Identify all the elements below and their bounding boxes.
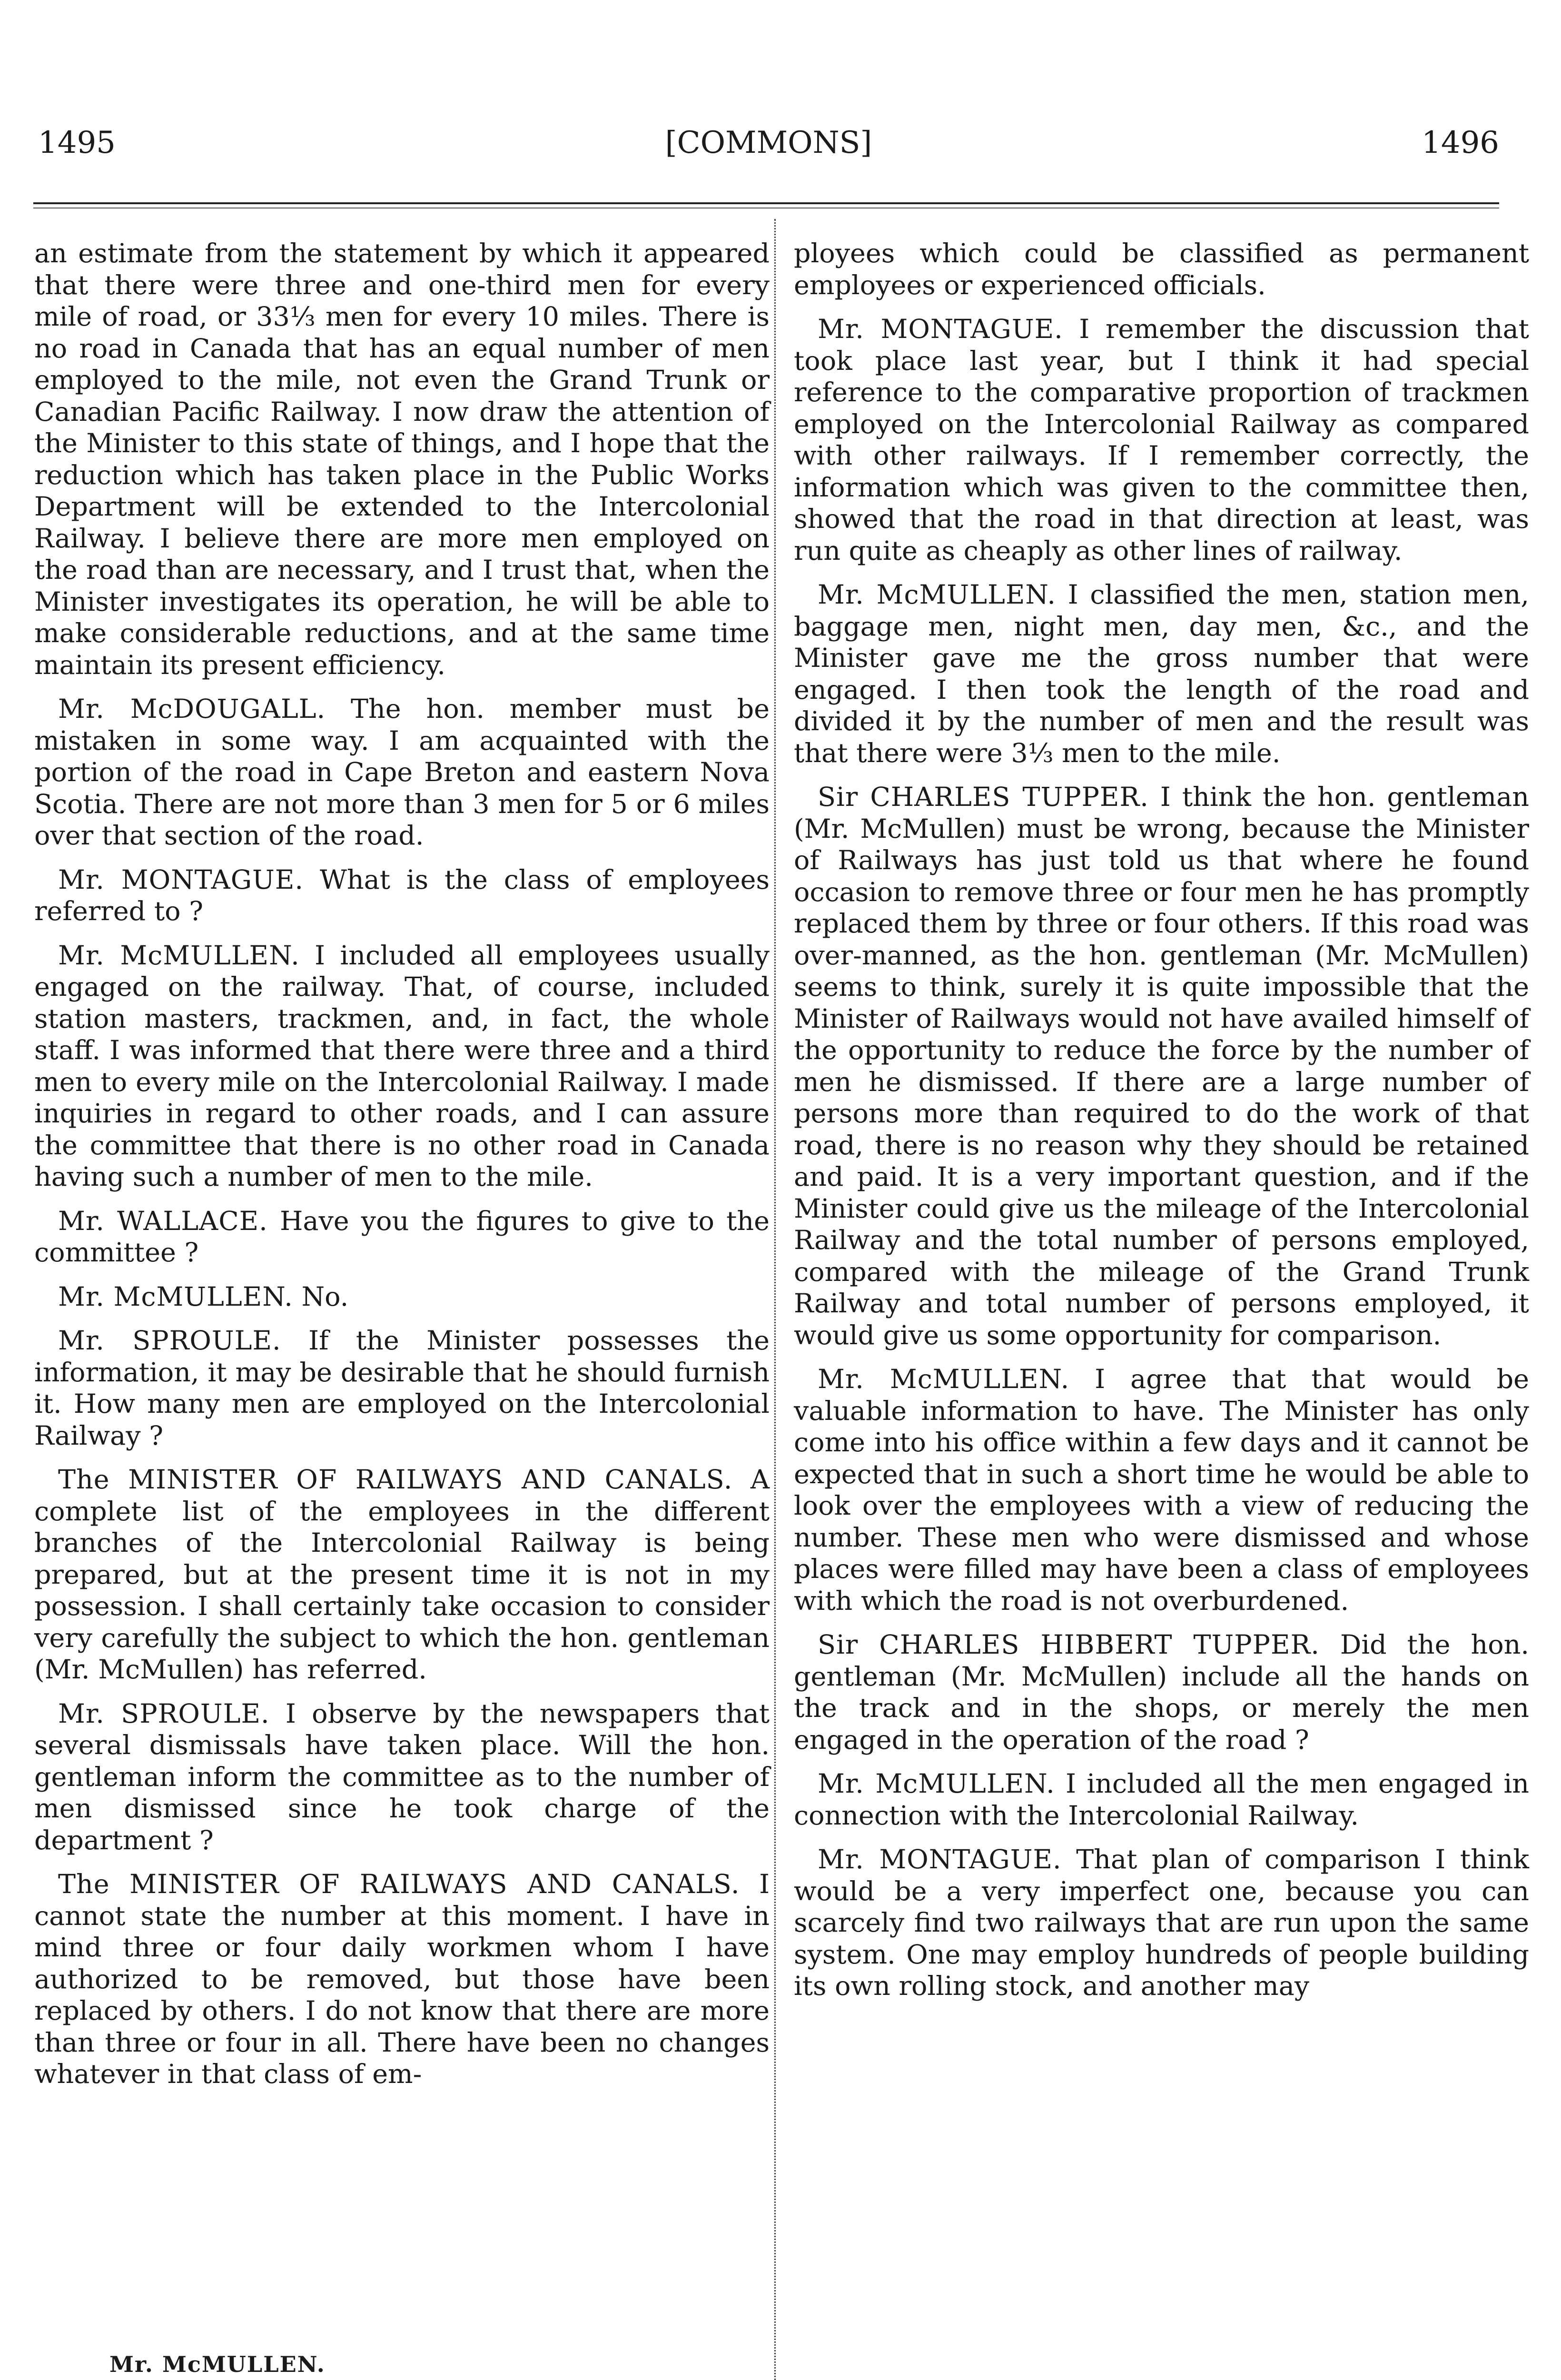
speech-text: Did the hon. gentleman (Mr. McMullen) include all the hands on the track and in the shops, or merely the men engaged in the operation of the road ?	[794, 1629, 1529, 1755]
speech-text: I classified the men, station men, baggage men, night men, day men, &c., and the Minister gave me the gross number that were engaged. I then took the length of the road and divided it by the number of men and the result was that there were 3⅓ men to the mile.	[794, 579, 1529, 769]
speech-text: I think the hon. gentleman (Mr. McMullen) must be wrong, because the Minister of Railways has just told us that where he found occasion to remove three or four men he has promptly replaced them by three or four others. If this road was over-manned, as the hon. gentleman (Mr. McMullen) seems to think, surely it is quite impossible that the Minister of Railways would not have availed himself of the opportunity to reduce the force by the number of men he dismissed. If there are a large number of persons more than required to do the work of that road, there is no reason why they should be retained and paid. It is a very important question, and if the Minister could give us the mileage of the Intercolonial Railway and the total number of persons employed, compared with the mileage of the Grand Trunk Railway and total number of persons employed, it would give us some opportunity for comparison.	[794, 782, 1529, 1351]
page-header	[38, 119, 1499, 167]
speech-text: I agree that that would be valuable information to have. The Minister has only come into his office within a few days and it cannot be expected that in such a short time he would be able to look over the employees with a view of reducing the number. These men who were dismissed and whose places were filled may have been a class of employees with which the road is not overburdened.	[794, 1364, 1529, 1616]
publication-title: [COMMONS]	[665, 125, 872, 160]
speech-paragraph	[794, 1364, 1529, 1617]
speech-paragraph	[794, 1629, 1529, 1756]
speech-text: I remember the discussion that took place last year, but I think it had special reference to the comparative proportion of trackmen employed on the Intercolonial Railway as compared with other railways. If I remember correctly, the information which was given to the committee then, showed that the road in that direction at least, was run quite as cheaply as other lines of railway.	[794, 314, 1529, 566]
speech-paragraph	[34, 1206, 770, 1269]
speech-paragraph	[34, 940, 770, 1193]
speech-paragraph	[794, 238, 1529, 301]
speaker-name: Mr. WALLACE.	[58, 1205, 268, 1237]
speech-text: I included all employees usually engaged on the railway. That, of course, included station masters, trackmen, and, in fact, the whole staff. I was informed that there were three and a third men to every mile on the Intercolonial Railway. I made inquiries in regard to other roads, and I can assure the committee that there is no other road in Canada having such a number of men to the mile.	[34, 940, 770, 1192]
speech-text: I included all the men engaged in connection with the Intercolonial Railway.	[794, 1768, 1529, 1831]
speech-paragraph	[34, 1869, 770, 2091]
speech-paragraph	[794, 579, 1529, 769]
speech-text: If the Minister possesses the information, it may be desirable that he should furnish it. How many men are employed on the Intercolonial Railway ?	[34, 1325, 770, 1451]
speech-paragraph	[34, 1464, 770, 1686]
speaker-name: Mr. McMULLEN.	[58, 940, 300, 971]
speech-paragraph	[794, 1768, 1529, 1832]
speech-paragraph	[34, 1325, 770, 1452]
speech-text: That plan of comparison I think would be a very imperfect one, because you can scarcely find two railways that are run upon the same system. One may employ hundreds of people building its own rolling stock, and another may	[794, 1844, 1530, 2002]
header-rule	[33, 202, 1499, 204]
continuation-speaker: Mr. McMULLEN.	[109, 2351, 326, 2377]
speaker-name: Mr. MONTAGUE.	[818, 1844, 1062, 1875]
speaker-name: Mr. SPROULE.	[58, 1698, 270, 1729]
speech-text: I observe by the newspapers that several dismissals have taken place. Will the hon. gentleman inform the committee as to the number of men dismissed since he took charge of the department ?	[34, 1698, 770, 1856]
speech-text: What is the class of employees referred to ?	[34, 864, 770, 927]
speech-paragraph	[34, 1698, 770, 1857]
speech-paragraph	[34, 694, 770, 852]
speaker-name: Sir CHARLES TUPPER.	[818, 782, 1149, 813]
speaker-name: Mr. McMULLEN.	[58, 1281, 293, 1312]
speaker-name: Mr. McMULLEN.	[818, 579, 1057, 610]
speech-text: A complete list of the employees in the different branches of the Intercolonial Railway is being prepared, but at the present time it is not in my possession. I shall certainly take occasion to consider very carefully the subject to which the hon. gentleman (Mr. McMullen) has referred.	[34, 1464, 770, 1685]
speech-text: an estimate from the statement by which it appeared that there were three and one-third men for every mile of road, or 33⅓ men for every 10 miles. There is no road in Canada that has an equal number of men employed to the mile, not even the Grand Trunk or Canadian Pacific Railway. I now draw the attention of the Minister to this state of things, and I hope that the reduction which has taken place in the Public Works Department will be extended to the Intercolonial Railway. I believe there are more men employed on the road than are necessary, and I trust that, when the Minister investigates its operation, he will be able to make considerable reductions, and at the same time maintain its present efficiency.	[34, 238, 770, 681]
right-page-number: 1496	[1422, 125, 1499, 160]
speaker-name: Mr. SPROULE.	[58, 1325, 281, 1356]
speaker-name: Sir CHARLES HIBBERT TUPPER.	[818, 1629, 1320, 1660]
speaker-name: Mr. McMULLEN.	[818, 1768, 1055, 1799]
column-divider	[774, 219, 776, 2380]
speaker-name: Mr. McDOUGALL.	[58, 694, 326, 724]
speech-text: Have you the figures to give to the committee ?	[34, 1205, 770, 1268]
speaker-name: The MINISTER OF RAILWAYS AND CANALS.	[58, 1869, 740, 1900]
speech-paragraph	[794, 314, 1529, 567]
speech-paragraph	[34, 864, 770, 928]
speech-paragraph	[34, 1281, 770, 1313]
speech-text: The hon. member must be mistaken in some way. I am acquainted with the portion of the road in Cape Breton and eastern Nova Scotia. There are not more than 3 men for 5 or 6 miles over that section of the road.	[34, 694, 770, 851]
speech-text: No.	[301, 1281, 349, 1312]
left-column	[34, 238, 770, 2103]
right-column	[794, 238, 1529, 2015]
speaker-name: Mr. MONTAGUE.	[818, 314, 1063, 345]
speaker-name: Mr. McMULLEN.	[818, 1364, 1070, 1395]
left-page-number: 1495	[38, 125, 116, 160]
speaker-name: Mr. MONTAGUE.	[58, 864, 304, 895]
speech-text: I cannot state the number at this moment. I have in mind three or four daily workmen whom I have authorized to be removed, but those have been replaced by others. I do not know that there are more than three or four in all. There have been no changes whatever in that class of em-	[34, 1869, 770, 2090]
speech-paragraph	[34, 238, 770, 681]
speech-paragraph	[794, 782, 1529, 1351]
speech-paragraph	[794, 1844, 1529, 2003]
speaker-name: The MINISTER OF RAILWAYS AND CANALS.	[58, 1464, 733, 1495]
speech-text: ployees which could be classified as permanent employees or experienced officials.	[794, 238, 1529, 301]
